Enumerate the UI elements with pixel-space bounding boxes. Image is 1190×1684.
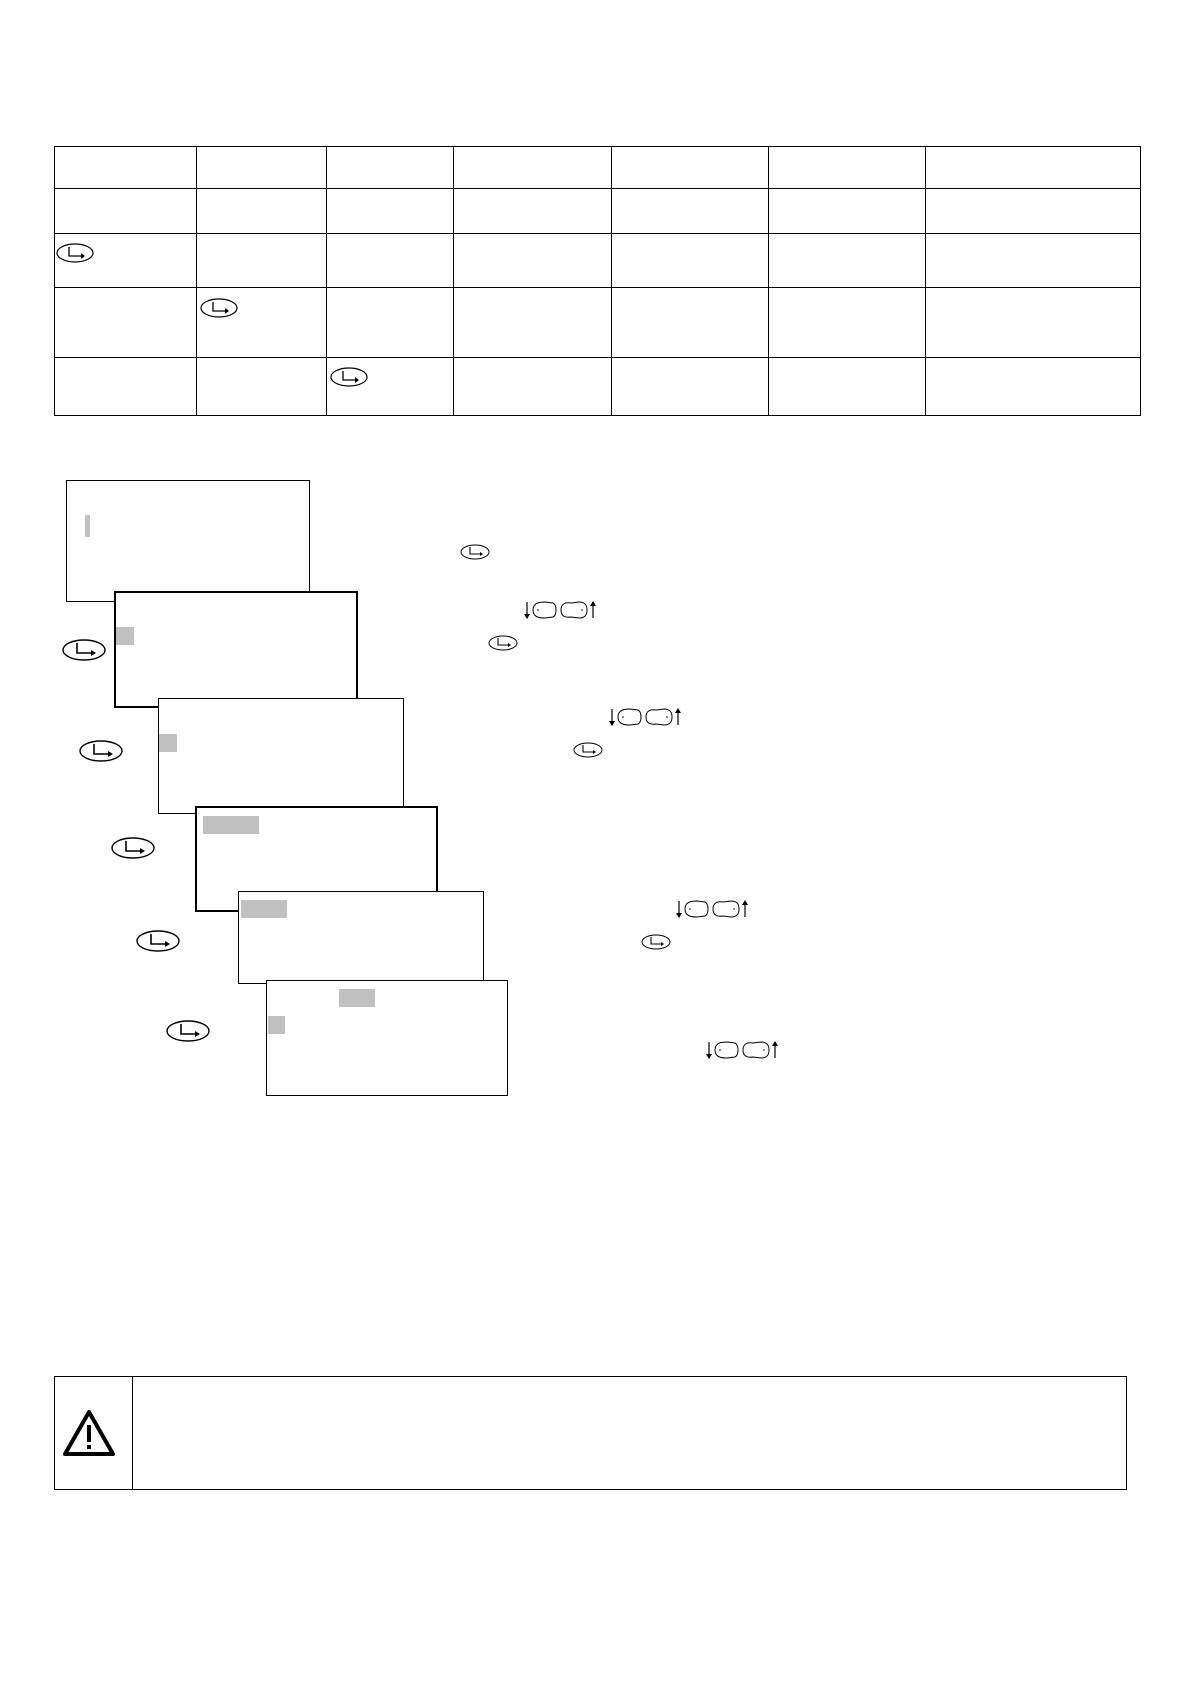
enter-key-icon	[487, 634, 519, 652]
table-cell	[769, 147, 926, 189]
table-cell	[926, 147, 1141, 189]
enter-key-icon	[459, 543, 491, 561]
display-screen-6	[266, 980, 508, 1096]
enter-key-icon	[78, 739, 124, 763]
table-cell	[55, 234, 197, 288]
table-cell	[55, 288, 197, 358]
table-cell	[327, 288, 454, 358]
enter-key-icon	[135, 929, 181, 953]
table-cell	[197, 189, 327, 234]
table-cell	[55, 189, 197, 234]
display-screen-5	[238, 891, 484, 984]
table-row	[55, 288, 1141, 358]
cursor-highlight	[339, 989, 375, 1007]
table-cell	[55, 147, 197, 189]
enter-key-icon	[572, 741, 604, 759]
table-cell	[197, 147, 327, 189]
cursor-highlight	[241, 900, 287, 918]
table-cell	[612, 147, 769, 189]
table-cell	[454, 358, 612, 416]
warning-triangle-icon	[62, 1409, 116, 1457]
display-screen-3	[158, 698, 404, 814]
warning-icon-cell	[55, 1377, 133, 1489]
display-screen-1	[66, 480, 310, 602]
table-cell	[926, 189, 1141, 234]
enter-key-icon	[329, 366, 369, 388]
arrow-keys-icon	[523, 599, 597, 621]
cursor-highlight	[85, 515, 90, 537]
table-cell	[454, 234, 612, 288]
table-cell	[769, 234, 926, 288]
cursor-highlight	[159, 734, 177, 752]
cursor-highlight	[116, 627, 134, 645]
table-row	[55, 189, 1141, 234]
table-row	[55, 234, 1141, 288]
table-cell	[612, 358, 769, 416]
table-row	[55, 358, 1141, 416]
table-cell	[454, 189, 612, 234]
table-cell	[327, 234, 454, 288]
warning-box	[54, 1376, 1127, 1490]
cursor-highlight	[203, 816, 259, 834]
table-cell	[197, 358, 327, 416]
table-cell	[769, 288, 926, 358]
table-cell	[327, 189, 454, 234]
arrow-keys-icon	[675, 898, 749, 920]
enter-key-icon	[199, 297, 239, 319]
menu-navigation-table	[54, 146, 1141, 416]
table-cell	[769, 189, 926, 234]
enter-key-icon	[55, 242, 95, 264]
table-cell	[612, 189, 769, 234]
arrow-keys-icon	[705, 1039, 779, 1061]
enter-key-icon	[165, 1019, 211, 1043]
display-screen-2	[114, 591, 358, 708]
table-cell	[769, 358, 926, 416]
table-cell	[327, 358, 454, 416]
enter-key-icon	[110, 836, 156, 860]
table-cell	[197, 234, 327, 288]
table-cell	[454, 147, 612, 189]
enter-key-icon	[640, 933, 672, 951]
table-row	[55, 147, 1141, 189]
enter-key-icon	[61, 638, 107, 662]
table-cell	[327, 147, 454, 189]
table-cell	[612, 234, 769, 288]
arrow-keys-icon	[608, 706, 682, 728]
table-cell	[197, 288, 327, 358]
table-cell	[612, 288, 769, 358]
table-cell	[926, 358, 1141, 416]
table-cell	[454, 288, 612, 358]
cursor-highlight	[268, 1016, 285, 1034]
table-cell	[55, 358, 197, 416]
table-cell	[926, 288, 1141, 358]
table-cell	[926, 234, 1141, 288]
